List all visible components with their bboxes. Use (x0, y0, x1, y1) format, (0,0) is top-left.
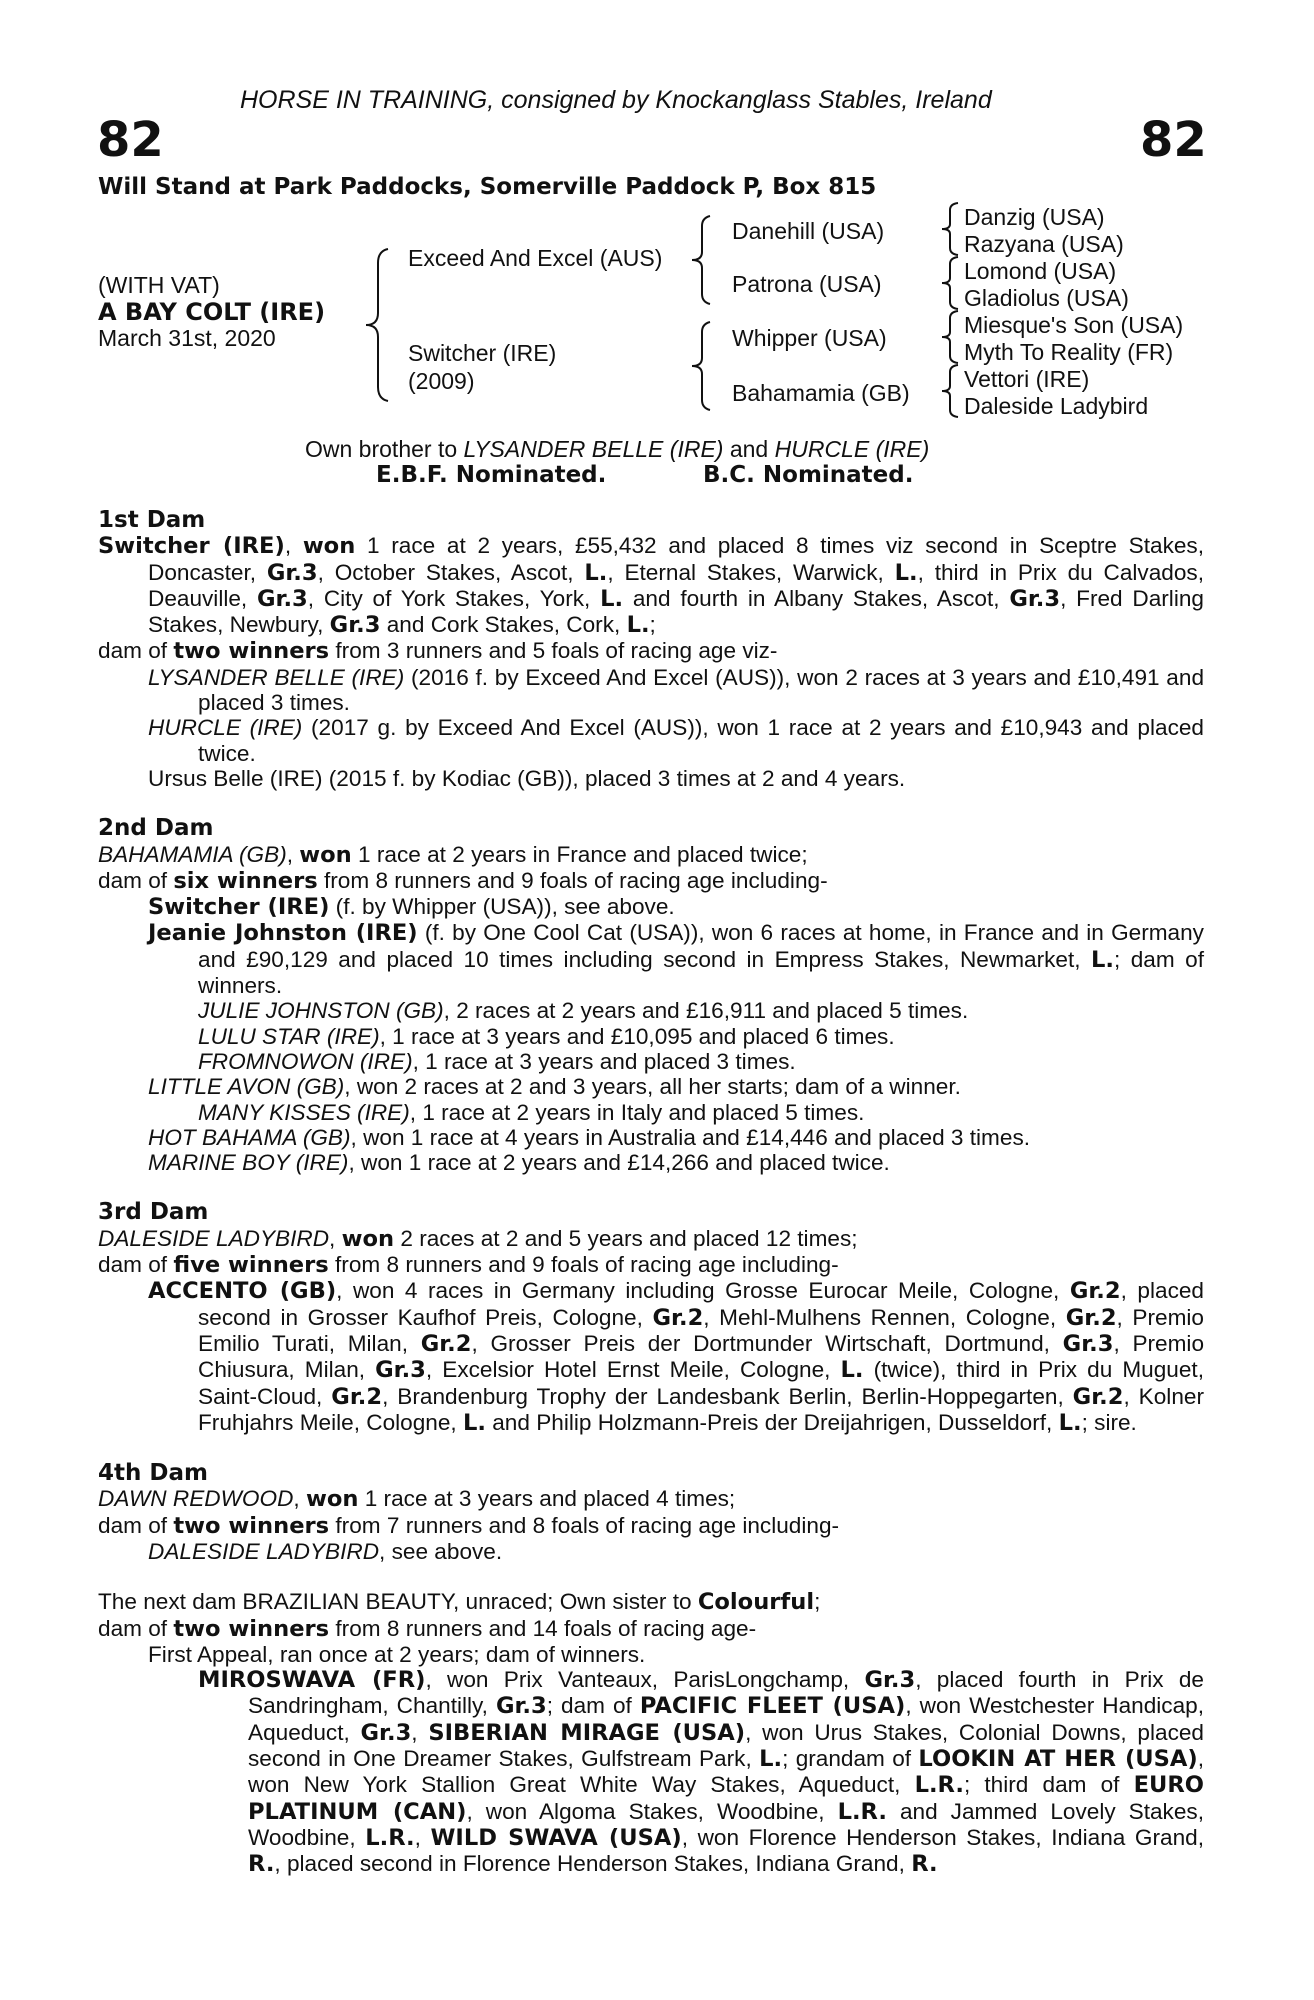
pedigree-sire-dam: Patrona (USA) (732, 271, 882, 297)
pedigree-g7: Vettori (IRE) (964, 366, 1090, 392)
stand-location: Will Stand at Park Paddocks, Somerville Paddock P, Box 815 (98, 174, 877, 200)
dam3-title: 3rd Dam (98, 1199, 209, 1226)
pedigree-dam-sire: Whipper (USA) (732, 325, 887, 351)
pedigree-g5: Miesque's Son (USA) (964, 312, 1184, 338)
pedigree-brace-g2 (938, 254, 962, 312)
dam1-record: Switcher (IRE), won 1 race at 2 years, £55,432 and placed 8 times viz second in Sceptre Stakes, Doncaster, Gr.3, October Stakes, Ascot, L., Eternal Stakes, Warwick, L., third in Prix du Calvados, Deauville, Gr.3, City of York Stakes, York, L. and fourth in Albany Stakes, Ascot, Gr.3, Fred Darling Stakes, Newbury, Gr.3 and Cork Stakes, Cork, L.; (98, 533, 1205, 639)
pedigree-brace-sire (688, 212, 716, 308)
dam2-title: 2nd Dam (98, 815, 214, 842)
dam1-foal-2: HURCLE (IRE) (2017 g. by Exceed And Excel (AUS)), won 1 race at 2 years and £10,943 and placed twice. (148, 715, 1205, 766)
dam4-title: 4th Dam (98, 1460, 208, 1487)
pedigree-g1: Danzig (USA) (964, 204, 1105, 230)
pedigree-dam-dam: Bahamamia (GB) (732, 380, 910, 406)
vat-note: (WITH VAT) (98, 272, 220, 298)
pedigree-sire-sire: Danehill (USA) (732, 218, 885, 244)
dam2-foal-2: Jeanie Johnston (IRE) (f. by One Cool Cat (USA)), won 6 races at home, in France and in Germany and £90,129 and placed 10 times including second in Empress Stakes, Newmarket, L.; dam of winners. (148, 920, 1204, 999)
dam4-produce-summary: dam of two winners from 7 runners and 8 foals of racing age including- (98, 1512, 840, 1539)
next-dam-produce-summary: dam of two winners from 8 runners and 14 foals of racing age- (98, 1615, 757, 1642)
dam2-foal-3: LITTLE AVON (GB), won 2 races at 2 and 3 years, all her starts; dam of a winner. (148, 1074, 961, 1100)
pedigree-brace-g4 (938, 362, 962, 420)
dam3-produce-summary: dam of five winners from 8 runners and 9 foals of racing age including- (98, 1252, 839, 1279)
own-brother-note: Own brother to LYSANDER BELLE (IRE) and HURCLE (IRE) (305, 436, 930, 462)
dam1-title: 1st Dam (98, 507, 206, 533)
dam2-produce-summary: dam of six winners from 8 runners and 9 foals of racing age including- (98, 867, 828, 894)
consignment-heading: HORSE IN TRAINING, consigned by Knockanglass Stables, Ireland (240, 86, 992, 114)
dam2-foal-5: MARINE BOY (IRE), won 1 race at 2 years and £14,266 and placed twice. (148, 1150, 890, 1176)
next-dam-grandfoal-1: MIROSWAVA (FR), won Prix Vanteaux, ParisLongchamp, Gr.3, placed fourth in Prix de Sandringham, Chantilly, Gr.3; dam of PACIFIC FLEET (USA), won Westchester Handicap, Aqueduct, Gr.3, SIBERIAN MIRAGE (USA), won Urus Stakes, Colonial Downs, placed second in One Dreamer Stakes, Gulfstream Park, L.; grandam of LOOKIN AT HER (USA), won New York Stallion Great White Way Stakes, Aqueduct, L.R.; third dam of EURO PLATINUM (CAN), won Algoma Stakes, Woodbine, L.R. and Jammed Lovely Stakes, Woodbine, L.R., WILD SWAVA (USA), won Florence Henderson Stakes, Indiana Grand, R., placed second in Florence Henderson Stakes, Indiana Grand, R. (198, 1667, 1204, 1878)
pedigree-brace-g1 (938, 200, 962, 258)
pedigree-brace-dam (688, 318, 716, 414)
lot-number-left: 82 (97, 112, 164, 168)
dam2-grandfoal-2: LULU STAR (IRE), 1 race at 3 years and £10,095 and placed 6 times. (198, 1023, 895, 1049)
dam1-foal-3: Ursus Belle (IRE) (2015 f. by Kodiac (GB)), placed 3 times at 2 and 4 years. (148, 765, 906, 791)
pedigree-g6: Myth To Reality (FR) (964, 339, 1174, 365)
dam4-foal-1: DALESIDE LADYBIRD, see above. (148, 1538, 503, 1564)
pedigree-brace-main (360, 245, 400, 405)
lot-number-right: 82 (1140, 112, 1207, 168)
horse-name: A BAY COLT (IRE) (98, 298, 326, 326)
pedigree-g3: Lomond (USA) (964, 258, 1117, 284)
dam2-grandfoal-1: JULIE JOHNSTON (GB), 2 races at 2 years and £16,911 and placed 5 times. (198, 998, 969, 1024)
pedigree-g8: Daleside Ladybird (964, 393, 1149, 419)
next-dam-record: The next dam BRAZILIAN BEAUTY, unraced; Own sister to Colourful; (98, 1589, 821, 1616)
dam1-produce-summary: dam of two winners from 3 runners and 5 foals of racing age viz- (98, 638, 778, 665)
dam3-foal-1: ACCENTO (GB), won 4 races in Germany including Grosse Eurocar Meile, Cologne, Gr.2, placed second in Grosser Kaufhof Preis, Cologne, Gr.2, Mehl-Mulhens Rennen, Cologne, Gr.2, Premio Emilio Turati, Milan, Gr.2, Grosser Preis der Dortmunder Wirtschaft, Dortmund, Gr.3, Premio Chiusura, Milan, Gr.3, Excelsior Hotel Ernst Meile, Cologne, L. (twice), third in Prix du Muguet, Saint-Cloud, Gr.2, Brandenburg Trophy der Landesbank Berlin, Berlin-Hoppegarten, Gr.2, Kolner Fruhjahrs Meile, Cologne, L. and Philip Holzmann-Preis der Dreijahrigen, Dusseldorf, L.; sire. (148, 1278, 1205, 1436)
dam2-foal-4: HOT BAHAMA (GB), won 1 race at 4 years in Australia and £14,446 and placed 3 times. (148, 1124, 1031, 1150)
dam3-record: DALESIDE LADYBIRD, won 2 races at 2 and 5 years and placed 12 times; (98, 1225, 858, 1252)
dam1-foal-1: LYSANDER BELLE (IRE) (2016 f. by Exceed And Excel (AUS)), won 2 races at 3 years and £10,491 and placed 3 times. (148, 664, 1205, 716)
pedigree-g2: Razyana (USA) (964, 231, 1124, 257)
pedigree-dam: Switcher (IRE) (408, 340, 557, 366)
dam2-grandfoal-4: MANY KISSES (IRE), 1 race at 2 years in Italy and placed 5 times. (198, 1099, 865, 1125)
pedigree-g4: Gladiolus (USA) (964, 285, 1129, 311)
pedigree-details (98, 508, 1204, 1878)
foaling-date: March 31st, 2020 (98, 325, 276, 351)
bc-nominated: B.C. Nominated. (703, 462, 914, 488)
pedigree-dam-year: (2009) (408, 368, 475, 394)
dam4-record: DAWN REDWOOD, won 1 race at 3 years and placed 4 times; (98, 1486, 736, 1513)
dam2-grandfoal-3: FROMNOWON (IRE), 1 race at 3 years and placed 3 times. (198, 1048, 796, 1074)
pedigree-brace-g3 (938, 308, 962, 366)
dam2-foal-1: Switcher (IRE) (f. by Whipper (USA)), see above. (148, 894, 675, 921)
next-dam-foal-1: First Appeal, ran once at 2 years; dam of winners. (148, 1641, 646, 1667)
dam2-record: BAHAMAMIA (GB), won 1 race at 2 years in France and placed twice; (98, 841, 808, 868)
ebf-nominated: E.B.F. Nominated. (376, 462, 607, 488)
pedigree-sire: Exceed And Excel (AUS) (408, 245, 663, 271)
